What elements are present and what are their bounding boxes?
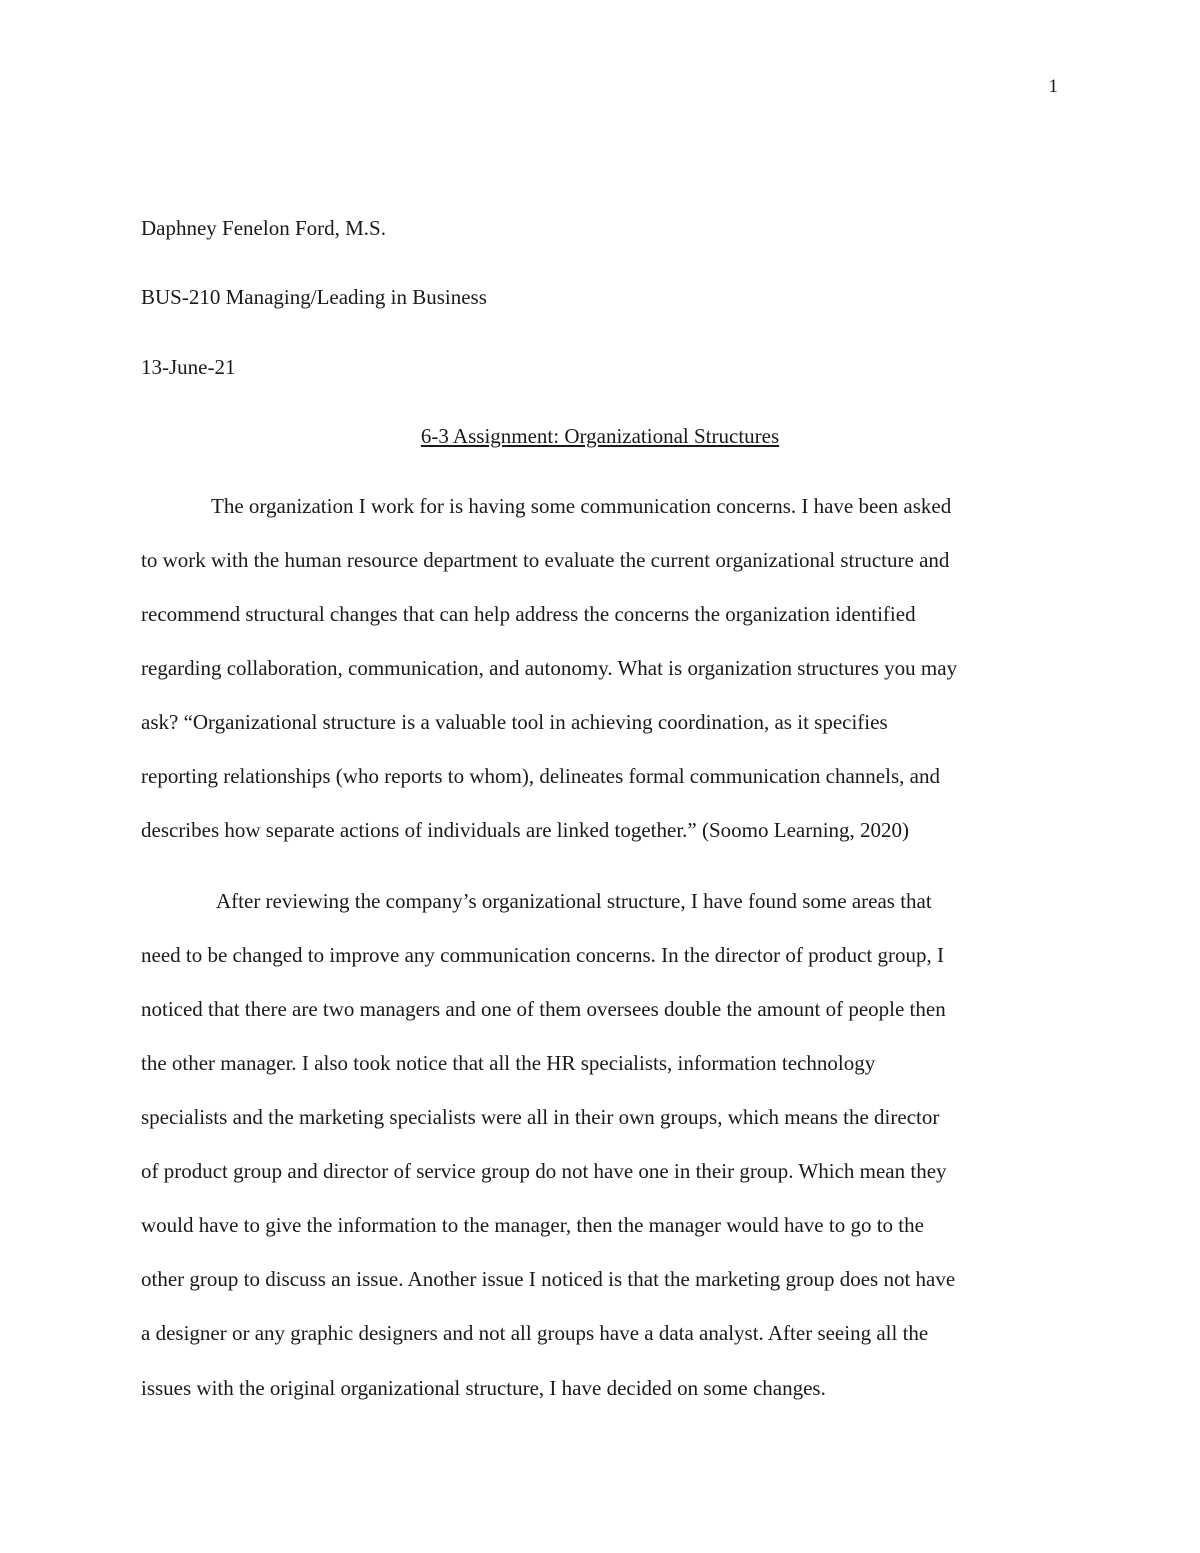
course-line: BUS-210 Managing/Leading in Business [141, 285, 487, 309]
paragraph-line: would have to give the information to the manager, then the manager would have to go to the [141, 1213, 924, 1237]
paragraph-line: a designer or any graphic designers and not all groups have a data analyst. After seeing all the [141, 1321, 929, 1345]
paragraph-line: ask? “Organizational structure is a valuable tool in achieving coordination, as it specifies [141, 710, 888, 734]
paragraph-line: noticed that there are two managers and one of them oversees double the amount of people then [141, 997, 946, 1021]
paragraph-line: issues with the original organizational structure, I have decided on some changes. [141, 1376, 826, 1400]
paragraph-line: regarding collaboration, communication, and autonomy. What is organization structures you may [141, 656, 958, 680]
paragraph-line: recommend structural changes that can help address the concerns the organization identified [141, 602, 916, 626]
paragraph-line: describes how separate actions of individuals are linked together.” (Soomo Learning, 2020) [141, 818, 910, 842]
paragraph-line: specialists and the marketing specialists were all in their own groups, which means the director [141, 1105, 940, 1129]
page-number: 1 [1048, 76, 1058, 97]
paragraph-line: to work with the human resource department to evaluate the current organizational structure and [141, 548, 950, 572]
paragraph-line: After reviewing the company’s organizational structure, I have found some areas that [216, 889, 932, 913]
paragraph-line: other group to discuss an issue. Another issue I noticed is that the marketing group does not have [141, 1267, 956, 1291]
document-title: 6-3 Assignment: Organizational Structures [420, 424, 780, 448]
paragraph-line: The organization I work for is having some communication concerns. I have been asked [211, 494, 952, 518]
paragraph-line: the other manager. I also took notice that all the HR specialists, information technology [141, 1051, 876, 1075]
paragraph-line: of product group and director of service group do not have one in their group. Which mean they [141, 1159, 947, 1183]
author-line: Daphney Fenelon Ford, M.S. [141, 216, 386, 240]
date-line: 13-June-21 [141, 355, 236, 379]
paragraph-line: need to be changed to improve any communication concerns. In the director of product group, I [141, 943, 944, 967]
paragraph-line: reporting relationships (who reports to whom), delineates formal communication channels, and [141, 764, 940, 788]
